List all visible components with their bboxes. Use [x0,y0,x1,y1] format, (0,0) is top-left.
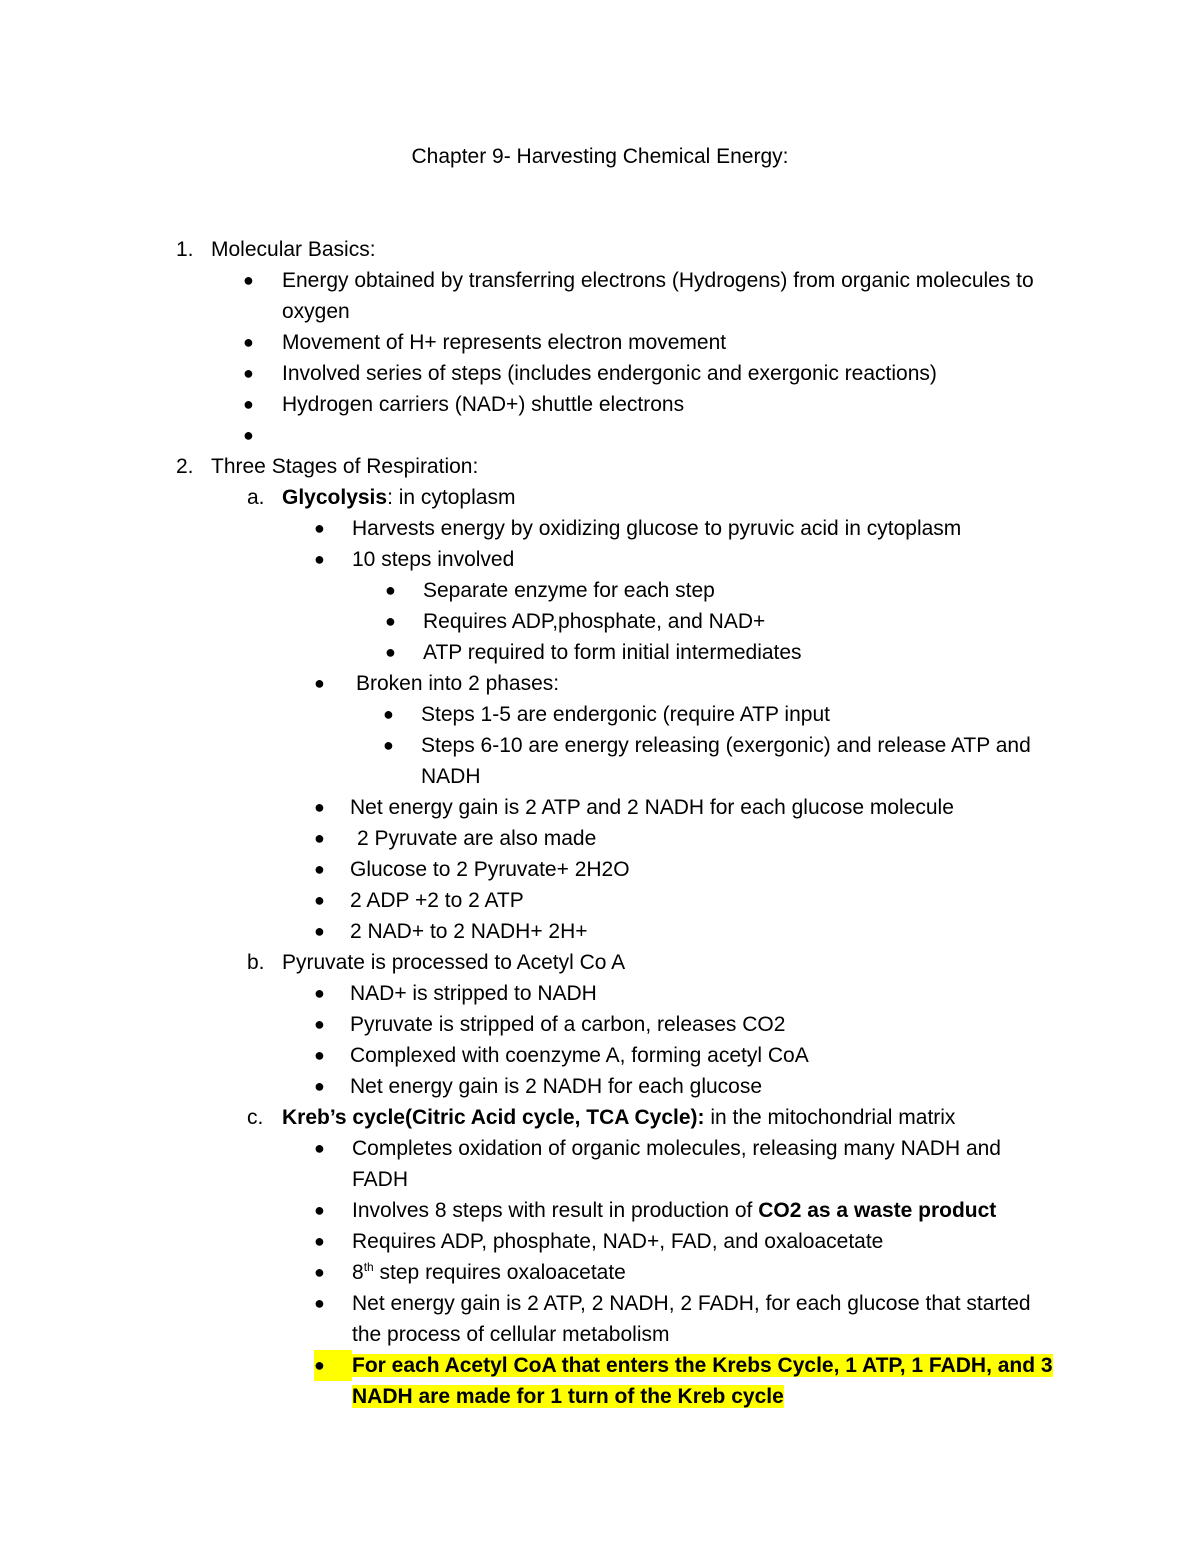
bullet-icon: ● [383,704,394,724]
bullet-icon: ● [243,394,254,414]
list-item-continuation: the process of cellular metabolism [352,1323,670,1346]
list-item: Net energy gain is 2 ATP and 2 NADH for each glucose molecule [350,796,954,819]
list-item: Energy obtained by transferring electrons (Hydrogens) from organic molecules to [282,269,1034,292]
bullet-icon: ● [314,1076,325,1096]
list-item: 2 ADP +2 to 2 ATP [350,889,524,912]
bullet-icon: ● [314,1138,325,1158]
highlighted-list-item [352,1350,1053,1381]
bullet-icon: ● [314,1200,325,1220]
page-title: Chapter 9- Harvesting Chemical Energy: [411,145,789,168]
list-item: NAD+ is stripped to NADH [350,982,597,1005]
bullet-icon: ● [243,332,254,352]
list-item: Involved series of steps (includes endergonic and exergonic reactions) [282,362,937,385]
list-item: Pyruvate is stripped of a carbon, releases CO2 [350,1013,786,1036]
sub-list-item: ATP required to form initial intermediates [423,641,802,664]
list-item: Harvests energy by oxidizing glucose to pyruvic acid in cytoplasm [352,517,962,540]
bullet-icon: ● [314,1262,325,1282]
section-2-number: 2. [176,455,194,478]
bullet-icon: ● [385,580,396,600]
sub-list-item: Requires ADP,phosphate, and NAD+ [423,610,766,633]
list-item-text: step requires oxaloacetate [373,1261,626,1284]
highlighted-bullet-icon: ● [314,1350,352,1381]
list-item [352,1195,996,1226]
subsection-a-letter: a. [247,486,265,509]
bullet-icon: ● [243,363,254,383]
glycolysis-location: : in cytoplasm [387,486,516,509]
bullet-icon: ● [314,518,325,538]
list-item: Glucose to 2 Pyruvate+ 2H2O [350,858,630,881]
sub-list-item: Steps 6-10 are energy releasing (exergonic) and release ATP and [421,734,1031,757]
empty-bullet-icon: ● [243,425,254,445]
list-item-continuation: FADH [352,1168,409,1191]
list-item-continuation: oxygen [282,300,350,323]
ordinal-suffix: th [363,1260,374,1274]
bullet-icon: ● [314,797,325,817]
sub-list-item-continuation: NADH [421,765,481,788]
list-item: Hydrogen carriers (NAD+) shuttle electrons [282,393,685,416]
sub-list-item: Separate enzyme for each step [423,579,715,602]
list-item: Requires ADP, phosphate, NAD+, FAD, and oxaloacetate [352,1230,884,1253]
bullet-icon: ● [314,673,325,693]
bullet-icon: ● [385,642,396,662]
bullet-icon: ● [385,611,396,631]
subsection-a-heading [282,482,515,513]
subsection-b-letter: b. [247,951,265,974]
subsection-c-letter: c. [247,1106,264,1129]
bullet-icon: ● [314,1293,325,1313]
sub-list-item: Steps 1-5 are endergonic (require ATP input [421,703,830,726]
subsection-c-heading [282,1102,955,1133]
bullet-icon: ● [314,859,325,879]
subsection-b-heading: Pyruvate is processed to Acetyl Co A [282,951,626,974]
list-item: 10 steps involved [352,548,515,571]
list-item [352,1257,626,1288]
list-item: 2 Pyruvate are also made [357,827,597,850]
glycolysis-term: Glycolysis [282,486,388,509]
bullet-icon: ● [314,890,325,910]
section-2-heading: Three Stages of Respiration: [211,455,479,478]
highlighted-text: NADH are made for 1 turn of the Kreb cycle [352,1385,784,1408]
section-1-number: 1. [176,238,194,261]
bullet-icon: ● [383,735,394,755]
section-1-heading: Molecular Basics: [211,238,376,261]
bullet-icon: ● [314,828,325,848]
bullet-icon: ● [314,1231,325,1251]
list-item: Broken into 2 phases: [356,672,560,695]
list-item: 2 NAD+ to 2 NADH+ 2H+ [350,920,588,943]
list-item: Complexed with coenzyme A, forming acetyl CoA [350,1044,809,1067]
list-item-text: Involves 8 steps with result in production of [352,1199,759,1222]
bullet-icon: ● [314,921,325,941]
co2-waste-emphasis: CO2 as a waste product [758,1199,997,1222]
krebs-location: in the mitochondrial matrix [704,1106,956,1129]
bullet-icon: ● [243,270,254,290]
step-number: 8 [352,1261,364,1284]
bullet-icon: ● [314,549,325,569]
list-item: Net energy gain is 2 NADH for each glucose [350,1075,763,1098]
highlighted-text: For each Acetyl CoA that enters the Krebs Cycle, 1 ATP, 1 FADH, and 3 [352,1354,1053,1377]
bullet-icon: ● [314,983,325,1003]
list-item: Net energy gain is 2 ATP, 2 NADH, 2 FADH, for each glucose that started [352,1292,1031,1315]
krebs-term: Kreb’s cycle(Citric Acid cycle, TCA Cycle): [282,1106,705,1129]
list-item: Completes oxidation of organic molecules, releasing many NADH and [352,1137,1001,1160]
bullet-icon: ● [314,1045,325,1065]
highlighted-list-item-continuation [352,1381,784,1412]
bullet-icon: ● [314,1014,325,1034]
list-item: Movement of H+ represents electron movement [282,331,727,354]
